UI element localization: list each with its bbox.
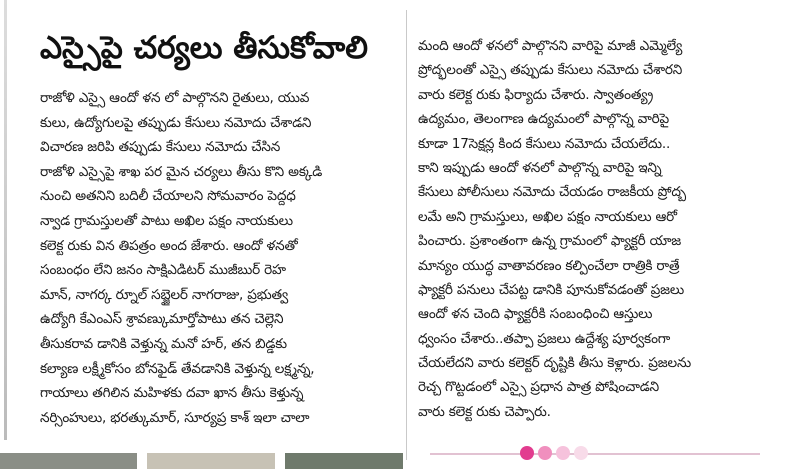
text-line: న్వాడ గ్రామస్తులతో పాటు అఖిల పక్షం నాయకులు <box>40 212 293 229</box>
text-line: కూడా 17సెక్షన్ల కింద కేసులు నమోదు చేయలేదు.. <box>418 135 671 152</box>
text-line: మాన్, నాగర్క ర్నూల్ సబ్జైలర్ నాగరాజు, ప్రభుత్వ <box>40 286 288 303</box>
text-line: లమే అని గ్రామస్తులు, అఖిల పక్షం నాయకులు ఆరో <box>418 208 677 225</box>
text-line: కులు, ఉద్యోగులపై తప్పుడు కేసులు నమోదు చేశాడని <box>40 114 312 131</box>
text-line: ఆందో ళన చెంది ఫ్యాక్టరీకి సంబంధించి ఆస్తులు <box>418 306 653 323</box>
text-line: సంబంధం లేని జనం సాక్షిఎడిటర్ ముజీబుర్ రెహ <box>40 262 286 279</box>
text-line: రెచ్చ గొట్టడంలో ఎస్సై ప్రధాన పాత్ర పోషించాడని <box>418 379 660 396</box>
text-line: ఫ్యాక్టరీ పనులు చేపట్ట డానికి పూనుకోవడంతో ప్రజలు <box>418 281 685 298</box>
text-line: నర్సింహులు, భరత్కుమార్, సూర్యప్ర కాశ్ ఇలా చాలా <box>40 409 310 426</box>
page-edge-shadow <box>4 0 7 440</box>
text-line: రాజోళి ఎస్సైపై శాఖ పర మైన చర్యలు తీసు కొని అక్కడి <box>40 163 323 180</box>
text-line: నుంచి అతనిని బదిలీ చేయాలని సోమవారం పెద్దధ <box>40 188 296 205</box>
left-column <box>40 28 400 430</box>
text-line: ఉద్యోగి కేఎంఎస్ శ్రావణ్కుమార్తోపాటు తన చెల్లెని <box>40 311 284 328</box>
text-line: పించారు. ప్రశాంతంగా ఉన్న గ్రామంలో ఫ్యాక్టరీ యాజ <box>418 233 681 250</box>
text-line: వారు కలెక్ట రుకు చెప్పారు. <box>418 403 551 420</box>
text-line: వారు కలెక్ట రుకు ఫిర్యాదు చేశారు. స్వాతంత్య్ర <box>418 86 654 103</box>
text-line: కేసులు పోలీసులు నమోదు చేయడం రాజకీయ ప్రోద్బ <box>418 184 686 201</box>
text-line: కలెక్ట రుకు విన తిపత్రం అంద జేశారు. ఆందో ళనతో <box>40 237 298 254</box>
decorative-rule <box>430 453 760 455</box>
text-line: ధ్వంసం చేశారు..తప్పా ప్రజలు ఉద్దేశ్య పూర్వకంగా <box>418 330 671 347</box>
text-line: విచారణ జరిపి తప్పుడు కేసులు నమోదు చేసిన <box>40 139 281 156</box>
article-headline: ఎస్సైపై చర్యలు తీసుకోవాలి <box>40 30 368 66</box>
text-line: కాని ఇప్పుడు ఆందో ళనలో పాల్గొన్న వారిపై ఇన్ని <box>418 159 662 176</box>
text-line: ఉద్యమం, తెలంగాణ ఉద్యమంలో పాల్గొన్న వారిపై <box>418 111 669 128</box>
text-line: మంది ఆందో ళనలో పాల్గొనని వారిపై మాజీ ఎమ్మెల్యే <box>418 38 683 54</box>
photo-strip <box>0 453 403 469</box>
text-line: గాయాలు తగిలిన మహిళకు దవా ఖాన తీసు కెళ్తున్న <box>40 385 304 402</box>
photo-thumbnail <box>0 453 137 469</box>
dot-ornament <box>520 446 534 460</box>
text-line: మాన్యం యుద్ధ వాతావరణం కల్పించేలా రాత్రికి రాత్రే <box>418 257 680 274</box>
dot-ornament <box>538 446 552 460</box>
column-divider <box>406 10 407 460</box>
text-line: తీసుకరావ డానికి వెళ్తున్న మనో హర్, తన బిడ్డకు <box>40 335 287 352</box>
text-line: ప్రోద్భలంతో ఎస్సై తప్పుడు కేసులు నమోదు చేశారని <box>418 62 683 79</box>
photo-thumbnail <box>285 453 403 469</box>
photo-thumbnail <box>147 453 275 469</box>
decorative-dots <box>520 446 588 460</box>
text-line: కల్యాణ లక్ష్మీకోసం బోనఫైడ్ తేవడానికి వెళ్తున్న లక్ష్మన్న, <box>40 360 315 377</box>
left-column-body <box>40 86 400 430</box>
text-line: రాజోళి ఎస్సై ఆందో ళన లో పాల్గొనని రైతులు, యువ <box>40 90 310 106</box>
text-line: చేయలేదని వారు కలెక్టర్ దృష్టికి తీసు కెళ్లారు. ప్రజలను <box>418 355 691 372</box>
dot-ornament <box>574 446 588 460</box>
dot-ornament <box>556 446 570 460</box>
right-column <box>418 34 786 424</box>
right-column-body <box>418 34 786 424</box>
